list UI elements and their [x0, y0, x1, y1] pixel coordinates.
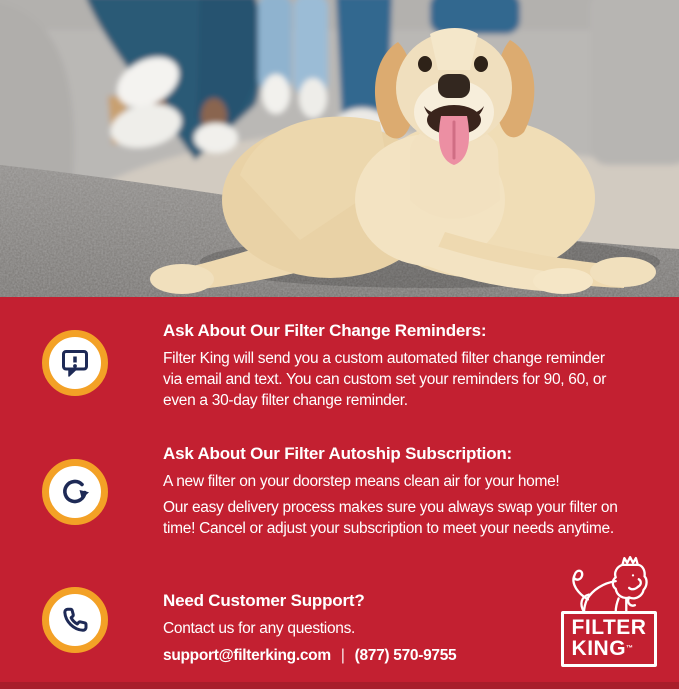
section-body: Our easy delivery process makes sure you always swap your filter on time! Cancel or adjust your subscription to meet your needs anytime.: [163, 499, 618, 537]
dog-family-illustration: [0, 0, 679, 297]
info-panel: [0, 297, 679, 689]
footer-accent-strip: [0, 682, 679, 689]
chat-bubble-exclamation-icon: [42, 330, 108, 396]
phone-icon: [42, 587, 108, 653]
logo-word-king: KING™: [571, 637, 634, 660]
contact-line: [163, 645, 563, 666]
support-email: support@filterking.com: [163, 647, 331, 664]
section-body: Filter King will send you a custom automated filter change reminder via email and text. You can custom set your reminders for 90, 60, or even a 30-day filter change reminder.: [163, 350, 607, 409]
filter-king-logo: [557, 556, 661, 667]
trademark-symbol: ™: [626, 645, 634, 652]
section-lead: Contact us for any questions.: [163, 620, 356, 637]
autoship-refresh-icon: [42, 459, 108, 525]
section-heading: Ask About Our Filter Autoship Subscription:: [163, 444, 513, 463]
contact-separator: |: [340, 647, 345, 664]
logo-wordmark-box: [561, 611, 658, 667]
section-heading: Ask About Our Filter Change Reminders:: [163, 321, 487, 340]
logo-word-filter: FILTER: [571, 616, 647, 639]
section-lead: A new filter on your doorstep means clean air for your home!: [163, 473, 560, 490]
lion-crown-icon: [561, 556, 657, 614]
support-phone: (877) 570-9755: [354, 647, 457, 664]
hero-photo: [0, 0, 679, 297]
section-customer-support: [163, 590, 563, 666]
section-heading: Need Customer Support?: [163, 591, 365, 610]
section-autoship-subscription: [163, 443, 625, 539]
section-filter-change-reminders: [163, 320, 625, 411]
